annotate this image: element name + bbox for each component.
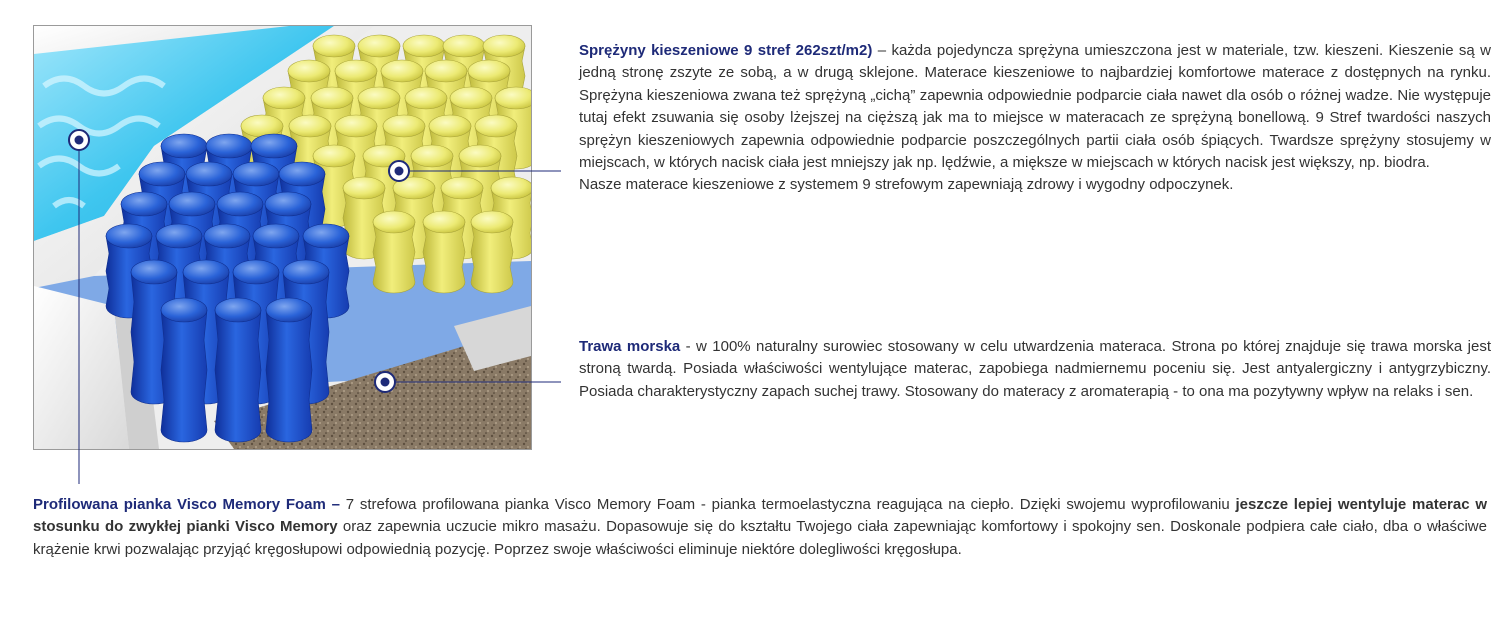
marker-springs-icon — [389, 161, 561, 181]
seaweed-description — [579, 336, 1491, 403]
springs-summary: Nasze materace kieszeniowe z systemem 9 strefowym zapewniają zdrowy i wygodny odpoczynek. — [579, 176, 1234, 194]
foam-description — [33, 494, 1487, 561]
springs-description — [579, 40, 1491, 197]
springs-title: Sprężyny kieszeniowe 9 stref 262szt/m2) — [579, 42, 873, 59]
marker-foam-icon — [69, 130, 89, 484]
seaweed-title: Trawa morska — [579, 338, 681, 355]
seaweed-text: - w 100% naturalny surowiec stosowany w celu utwardzenia materaca. Strona po której znajduje się trawa morska jest stroną twardą. Posiada właściwości wentylujące materac, zapobiega nadmiernemu poceniu się. Jest antyalergiczny i antygrzybiczny. Posiada charakterystyczny zapach suchej trawy. Stosowany do materacy z aromaterapią - to ona ma pozytywny wpływ na relaks i sen. — [579, 338, 1491, 400]
foam-title: Profilowana pianka Visco Memory Foam – — [33, 496, 340, 513]
seaweed-paragraph — [579, 336, 1491, 403]
springs-paragraph — [579, 40, 1491, 174]
springs-text: – każda pojedyncza sprężyna umieszczona jest w materiale, tzw. kieszeni. Kieszenie są w jedną stronę zszyte ze sobą, a w drugą sklejone. Materace kieszeniowe to najbardziej komfortowe materace z dostępnych na rynku. Sprężyna kieszeniowa zwana też sprężyną „cichą” zapewnia odpowiednie podparcie ciała nawet dla osób o różnej wadze. Nie występuje tutaj efekt zsuwania się osoby lżejszej na cięższą jak ma to miejsce w materacach ze sprężyną bonellową. 9 Stref twardości naszych sprężyn kieszeniowych zapewnia odpowiednie podparcie poszczególnych partii ciała osób śpiących. Twardsze sprężyny stosujemy w miejscach, w których nacisk ciała jest mniejszy jak np. lędźwie, a miększe w miejscach w których nacisk jest większy, np. biodra. — [579, 42, 1491, 172]
foam-text-2: oraz zapewnia uczucie mikro masażu. Dopasowuje się do kształtu Twojego ciała zapewniając komfortowy i spokojny sen. Doskonale podpiera całe ciało, dba o właściwe krążenie krwi pozwalając przyjąć kręgosłupowi odpowiednią pozycję. Poprzez swoje właściwości eliminuje niektóre dolegliwości kręgosłupa. — [33, 518, 1487, 558]
foam-paragraph — [33, 494, 1487, 561]
foam-text-bold: jeszcze lepiej wentyluje materac w stosunku do zwykłej pianki Visco Memory — [33, 496, 1487, 536]
foam-text-1: 7 strefowa profilowana pianka Visco Memory Foam - pianka termoelastyczna reagująca na ciepło. Dzięki swojemu wyprofilowaniu — [339, 496, 1236, 513]
marker-seaweed-icon — [375, 372, 561, 392]
